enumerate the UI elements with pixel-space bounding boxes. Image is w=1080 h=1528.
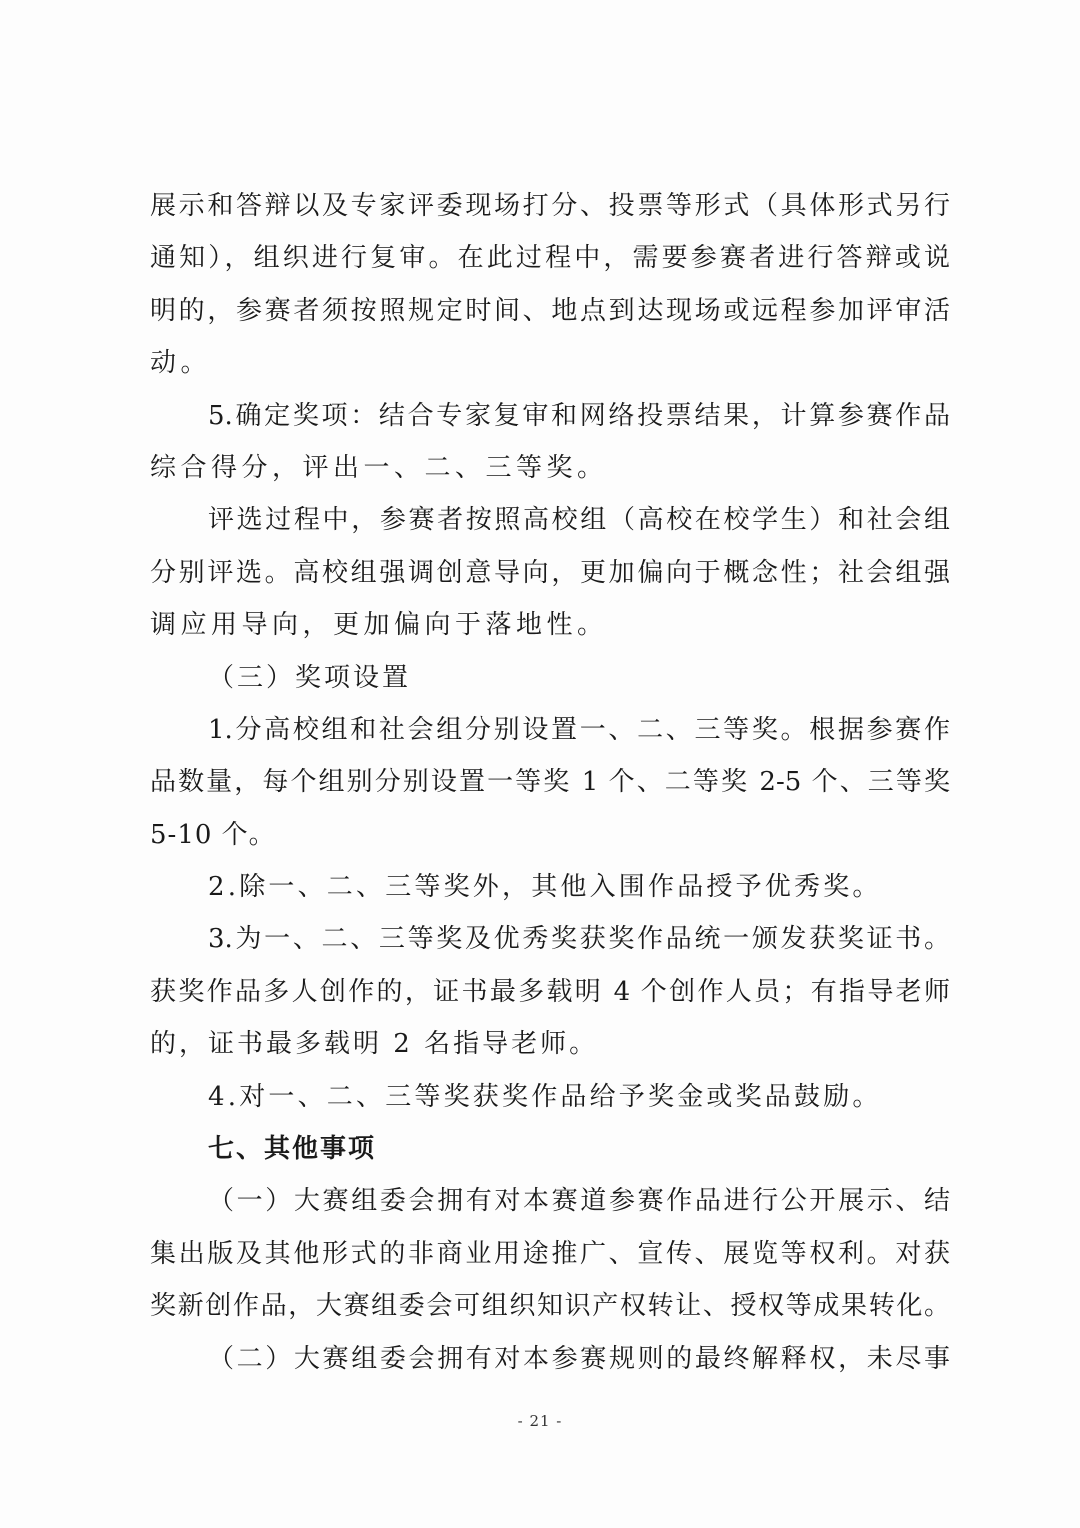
text-line: 的，证书最多载明 2 名指导老师。 (150, 1029, 599, 1060)
section-heading: （三）奖项设置 (208, 662, 412, 693)
text-line: 通知），组织进行复审。在此过程中，需要参赛者进行答辩或说 (150, 243, 950, 274)
text-line: 展示和答辩以及专家评委现场打分、投票等形式（具体形式另行 (150, 191, 950, 221)
text-line: 综合得分，评出一、二、三等奖。 (150, 452, 608, 483)
text-line: 1.分高校组和社会组分别设置一、二、三等奖。根据参赛作 (208, 714, 950, 745)
page-number: - 21 - (517, 1412, 563, 1430)
text-line: 动。 (150, 348, 212, 379)
text-line: 品数量，每个组别分别设置一等奖 1 个、二等奖 2-5 个、三等奖 (150, 767, 950, 798)
text-line: 获奖作品多人创作的，证书最多载明 4 个创作人员；有指导老师 (150, 976, 950, 1007)
text-line: 5.确定奖项：结合专家复审和网络投票结果，计算参赛作品 (208, 400, 950, 431)
text-line: 集出版及其他形式的非商业用途推广、宣传、展览等权利。对获 (150, 1238, 950, 1269)
text-line: 4.对一、二、三等奖获奖作品给予奖金或奖品鼓励。 (208, 1081, 882, 1112)
text-line: （一）大赛组委会拥有对本赛道参赛作品进行公开展示、结 (208, 1186, 950, 1217)
text-line: 5-10 个。 (150, 819, 276, 850)
text-line: 评选过程中，参赛者按照高校组（高校在校学生）和社会组 (208, 505, 950, 536)
text-line: 2.除一、二、三等奖外，其他入围作品授予优秀奖。 (208, 872, 882, 903)
text-line: 3.为一、二、三等奖及优秀奖获奖作品统一颁发获奖证书。 (208, 924, 950, 955)
text-line: 奖新创作品，大赛组委会可组织知识产权转让、授权等成果转化。 (150, 1291, 950, 1322)
text-line: 调应用导向，更加偏向于落地性。 (150, 610, 608, 641)
text-line: 明的，参赛者须按照规定时间、地点到达现场或远程参加评审活 (150, 295, 950, 326)
document-body (150, 180, 950, 1385)
text-line: 分别评选。高校组强调创意导向，更加偏向于概念性；社会组强 (150, 557, 950, 588)
text-line: （二）大赛组委会拥有对本参赛规则的最终解释权，未尽事 (208, 1343, 950, 1374)
chapter-heading: 七、其他事项 (208, 1134, 377, 1165)
